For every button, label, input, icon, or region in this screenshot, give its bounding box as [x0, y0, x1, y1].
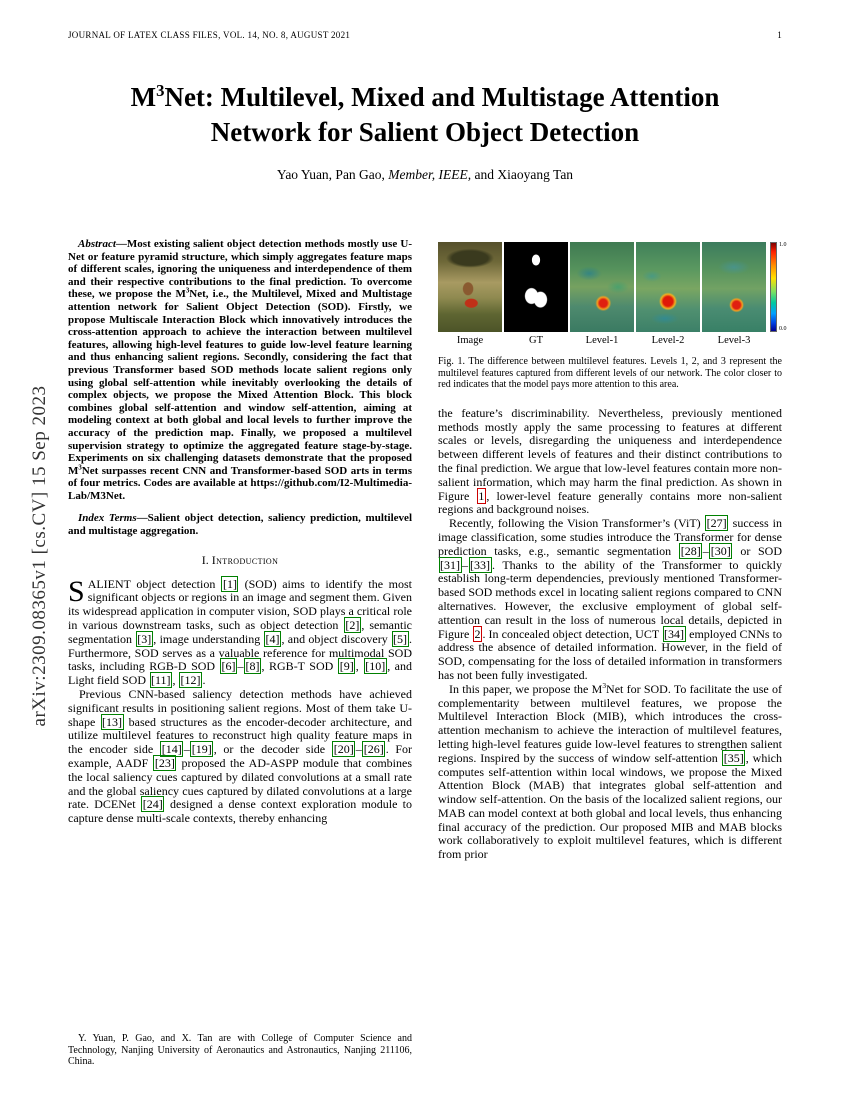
text-segment: . Thanks to the ability of the Transformer to quickly establish long-term dependencies, previously mentioned Transformer-based SOD methods excel in locating salient regions compared to CNN alternatives. However, the exclusive employment of global self-attention can result in the loss of numerous local details, depicted in Figure — [438, 557, 782, 641]
superscript: 3 — [602, 680, 607, 690]
text-segment: – — [462, 557, 468, 572]
text-segment: , lower-level feature generally contains more non-salient regions and background noises. — [438, 488, 782, 517]
figure-ref-link[interactable]: 1 — [478, 488, 485, 503]
input-image-thumbnail — [438, 242, 502, 332]
citation-link[interactable]: [13] — [102, 714, 122, 729]
section-heading-introduction — [68, 553, 412, 568]
body-paragraph-proposal — [438, 680, 782, 862]
intro-paragraph-1 — [68, 574, 413, 688]
citation-link[interactable]: [3] — [137, 631, 152, 646]
text-segment: . For example, AADF — [68, 742, 413, 771]
text-segment: , RGB-T SOD — [261, 659, 338, 674]
thumb-label: Level-3 — [717, 335, 751, 346]
text-segment: , image understanding — [153, 631, 264, 646]
text-segment: Yao Yuan, Pan Gao, — [276, 167, 389, 182]
figure-ref-link[interactable]: 2 — [474, 626, 481, 641]
text-segment: , — [355, 659, 364, 674]
text-segment: or SOD — [732, 543, 782, 558]
colorbar — [770, 242, 787, 332]
text-segment: and Xiaoyang Tan — [471, 167, 574, 182]
text-segment: based structures as the encoder-decoder architecture, and utilize multilevel features to reconstruct high quality feature maps in the encoder side — [68, 714, 412, 757]
text-segment: . In concealed object detection, UCT — [482, 626, 663, 641]
text-segment: Net surpasses recent CNN and Transformer-based SOD arts in terms of four metrics. Codes are available at https://github.com/I2-Multimedia-Lab/M3Net. — [68, 464, 412, 502]
figure-1-cell-image — [438, 242, 502, 346]
citation-link[interactable]: [10] — [365, 659, 386, 674]
level-2-heatmap-thumbnail — [636, 242, 700, 332]
citation-link[interactable]: [8] — [245, 659, 260, 674]
text-segment: , which computes self-attention within local windows, we propose the Mixed Attention Block (MAB) that integrates global self-attention and window self-attention. On the basis of the localized salient regions, our MAB can model context at both global and local levels, thus enhancing final accuracy of the prediction. Our proposed MIB and MAB blocks work collaboratively to exploit multilevel features, which is different from prior — [438, 750, 782, 862]
right-column — [438, 238, 787, 1068]
figure-1-cell-gt — [504, 242, 568, 346]
citation-link[interactable]: [14] — [161, 742, 182, 757]
bold-italic-text: Abstract — [78, 238, 116, 250]
text-segment: —Salient object detection, saliency prediction, multilevel and multistage aggregation. — [68, 512, 412, 538]
figure-1 — [438, 242, 787, 391]
text-segment: , — [172, 673, 179, 688]
index-terms — [68, 512, 412, 537]
citation-link[interactable]: [27] — [706, 516, 727, 531]
body-paragraph-transformer — [438, 517, 782, 683]
dropcap-letter: S — [68, 574, 85, 608]
italic-text: Member, IEEE, — [388, 167, 472, 182]
text-segment: , or the decoder side — [213, 742, 332, 757]
text-segment: the feature’s discriminability. Nevertheless, previously mentioned methods mostly apply the same processing to features at different scales or levels, disregarding the uniqueness and interdependence between different levels of features and their distinct contributions to the final prediction. We argue that low-level features contain more non-salient information, which may harm the final prediction. As shown in Figure — [438, 405, 782, 503]
text-segment: , and Light field SOD — [68, 659, 413, 688]
text-segment: Net: Multilevel, Mixed and Multistage Attention Network for Salient Object Detection — [164, 82, 720, 147]
text-segment: – — [355, 742, 362, 757]
intro-paragraph-1-text — [68, 574, 413, 688]
citation-link[interactable]: [4] — [265, 631, 280, 646]
body-paragraph-continuation — [438, 407, 782, 517]
abstract — [68, 238, 412, 502]
citation-link[interactable]: [28] — [680, 543, 701, 558]
text-segment: In this paper, we propose the M — [449, 681, 603, 696]
text-segment: Net, i.e., the Multilevel, Mixed and Multistage attention network for Salient Object Detection (SOD). Firstly, we propose Multiscale Interaction Block which innovatively introduces the cross-attention approach to achieve the interaction between multilevel features, allowing high-level features to guide low-level feature learning and thus enhancing salient regions. Secondly, considering the fact that previous Transformer based SOD methods locate salient regions only using global self-attention while inevitably overlooking the details of complex objects, we propose the Mixed Attention Block. This block combines global self-attention and window self-attention, aiming at modeling context at both global and local levels to further improve the accuracy of the prediction map. Finally, we proposed a multilevel supervision strategy to optimize the aggregated feature stage-by-stage. Experiments on six challenging datasets demonstrate that the proposed M — [68, 288, 412, 477]
thumb-label: Image — [456, 335, 484, 346]
text-segment: , semantic segmentation — [68, 618, 412, 646]
citation-link[interactable]: [26] — [363, 742, 384, 757]
citation-link[interactable]: [12] — [180, 673, 201, 688]
text-segment: —Most existing salient object detection methods mostly use U-Net or feature pyramid structure, which simply aggregates feature maps of different scales, ignoring the uniqueness and interdependence of them and their respective contributions to the final prediction. To overcome these, we propose the M — [68, 238, 412, 301]
figure-1-cell-level1 — [570, 242, 634, 346]
text-segment: – — [237, 659, 244, 674]
citation-link[interactable]: [6] — [221, 659, 236, 674]
two-column-body — [68, 238, 787, 1068]
ground-truth-thumbnail — [504, 242, 568, 332]
superscript: 3 — [78, 464, 82, 472]
citation-link[interactable]: [2] — [345, 618, 360, 633]
level-3-heatmap-thumbnail — [702, 242, 766, 332]
text-segment: designed a dense context exploration module to capture dense multi-scale contexts, thereby enhancing — [68, 797, 413, 826]
colorbar-max-label: 1.0 — [779, 242, 787, 248]
citation-link[interactable]: [20] — [333, 742, 354, 757]
superscript: 3 — [185, 287, 190, 295]
thumb-label: GT — [529, 335, 543, 346]
citation-link[interactable]: [35] — [723, 750, 744, 765]
text-segment: M — [130, 82, 157, 112]
citation-link[interactable]: [9] — [339, 659, 354, 674]
page-number: 1 — [777, 30, 782, 40]
citation-link[interactable]: [11] — [151, 673, 171, 688]
page-header — [68, 30, 782, 40]
citation-link[interactable]: [31] — [440, 557, 460, 572]
text-segment: Net for SOD. To facilitate the use of complementarity between multilevel features, we propose the Multilevel Interaction Block (MIB), which introduces the cross-attention mechanism to achieve the interaction of multilevel features, letting high-level features guide low-level features to strengthen salient regions. Inspired by the success of window self-attention — [438, 681, 782, 765]
figure-1-cell-level2 — [636, 242, 700, 346]
citation-link[interactable]: [1] — [222, 576, 237, 591]
journal-header: JOURNAL OF LATEX CLASS FILES, VOL. 14, NO. 8, AUGUST 2021 — [68, 30, 351, 40]
text-segment: (SOD) aims to identify the most significant objects or regions in an image and segment them. Given its widespread application in computer vision, SOD plays a critical role in various downstream tasks, such as object detection — [68, 576, 412, 633]
superscript: 3 — [156, 81, 165, 100]
section-title: Introduction — [211, 552, 279, 567]
text-segment: , and object discovery — [281, 631, 391, 646]
colorbar-min-label: 0.0 — [779, 326, 787, 332]
citation-link[interactable]: [19] — [191, 742, 212, 757]
arxiv-stamp: arXiv:2309.08365v1 [cs.CV] 15 Sep 2023 — [29, 385, 50, 727]
figure-1-caption: Fig. 1. The difference between multilevel features. Levels 1, 2, and 3 represent the multilevel features captured from different levels of our network. The color closer to red indicates that the model pays more attention to this area. — [438, 356, 782, 391]
citation-link[interactable]: [5] — [393, 631, 407, 646]
text-segment: ALIENT object detection — [87, 576, 221, 591]
author-affiliation-footnote: Y. Yuan, P. Gao, and X. Tan are with College of Computer Science and Technology, Nanjing University of Aeronautics and Astronautics, Nanjing 211106, China. — [68, 1033, 412, 1068]
text-segment: Recently, following the Vision Transformer’s (ViT) — [449, 516, 705, 531]
bold-italic-text: Index Terms — [78, 512, 137, 525]
text-segment: . Furthermore, SOD serves as a valuable reference for multimodal SOD tasks, including RGB-D SOD — [68, 631, 412, 674]
text-segment: . — [202, 673, 206, 688]
citation-link[interactable]: [34] — [664, 626, 685, 641]
citation-link[interactable]: [30] — [710, 543, 731, 558]
citation-link[interactable]: [23] — [154, 756, 175, 771]
colorbar-gradient — [770, 242, 777, 332]
intro-paragraph-2 — [68, 688, 412, 826]
text-segment: success in image classification, some studies introduce the Transformer for dense prediction tasks, e.g., semantic segmentation — [438, 516, 782, 558]
authors-line — [0, 167, 850, 183]
citation-link[interactable]: [24] — [142, 797, 163, 812]
thumb-label: Level-2 — [651, 335, 685, 346]
thumb-label: Level-1 — [585, 335, 619, 346]
paper-title — [105, 80, 745, 150]
section-number: I. — [201, 552, 209, 567]
text-segment: – — [183, 742, 190, 757]
citation-link[interactable]: [33] — [470, 557, 490, 572]
text-segment: proposed the AD-ASPP module that combines the local saliency cues captured by dilated convolutions at a small rate and the global saliency cues captured by dilated convolutions at a large rate. DCENet — [68, 756, 412, 812]
left-column — [68, 238, 412, 1068]
figure-1-cell-level3 — [702, 242, 766, 346]
figure-1-image-row — [438, 242, 787, 346]
level-1-heatmap-thumbnail — [570, 242, 634, 332]
text-segment: employed CNNs to address the absence of detailed information. However, in the field of SOD, compensating for the loss of detailed information in transformers has not been fully investigated. — [438, 626, 782, 682]
right-column-body — [438, 407, 782, 862]
text-segment: – — [702, 543, 709, 558]
text-segment: Previous CNN-based saliency detection methods have achieved significant results in positioning salient regions. Most of them take U-shape — [68, 687, 412, 729]
